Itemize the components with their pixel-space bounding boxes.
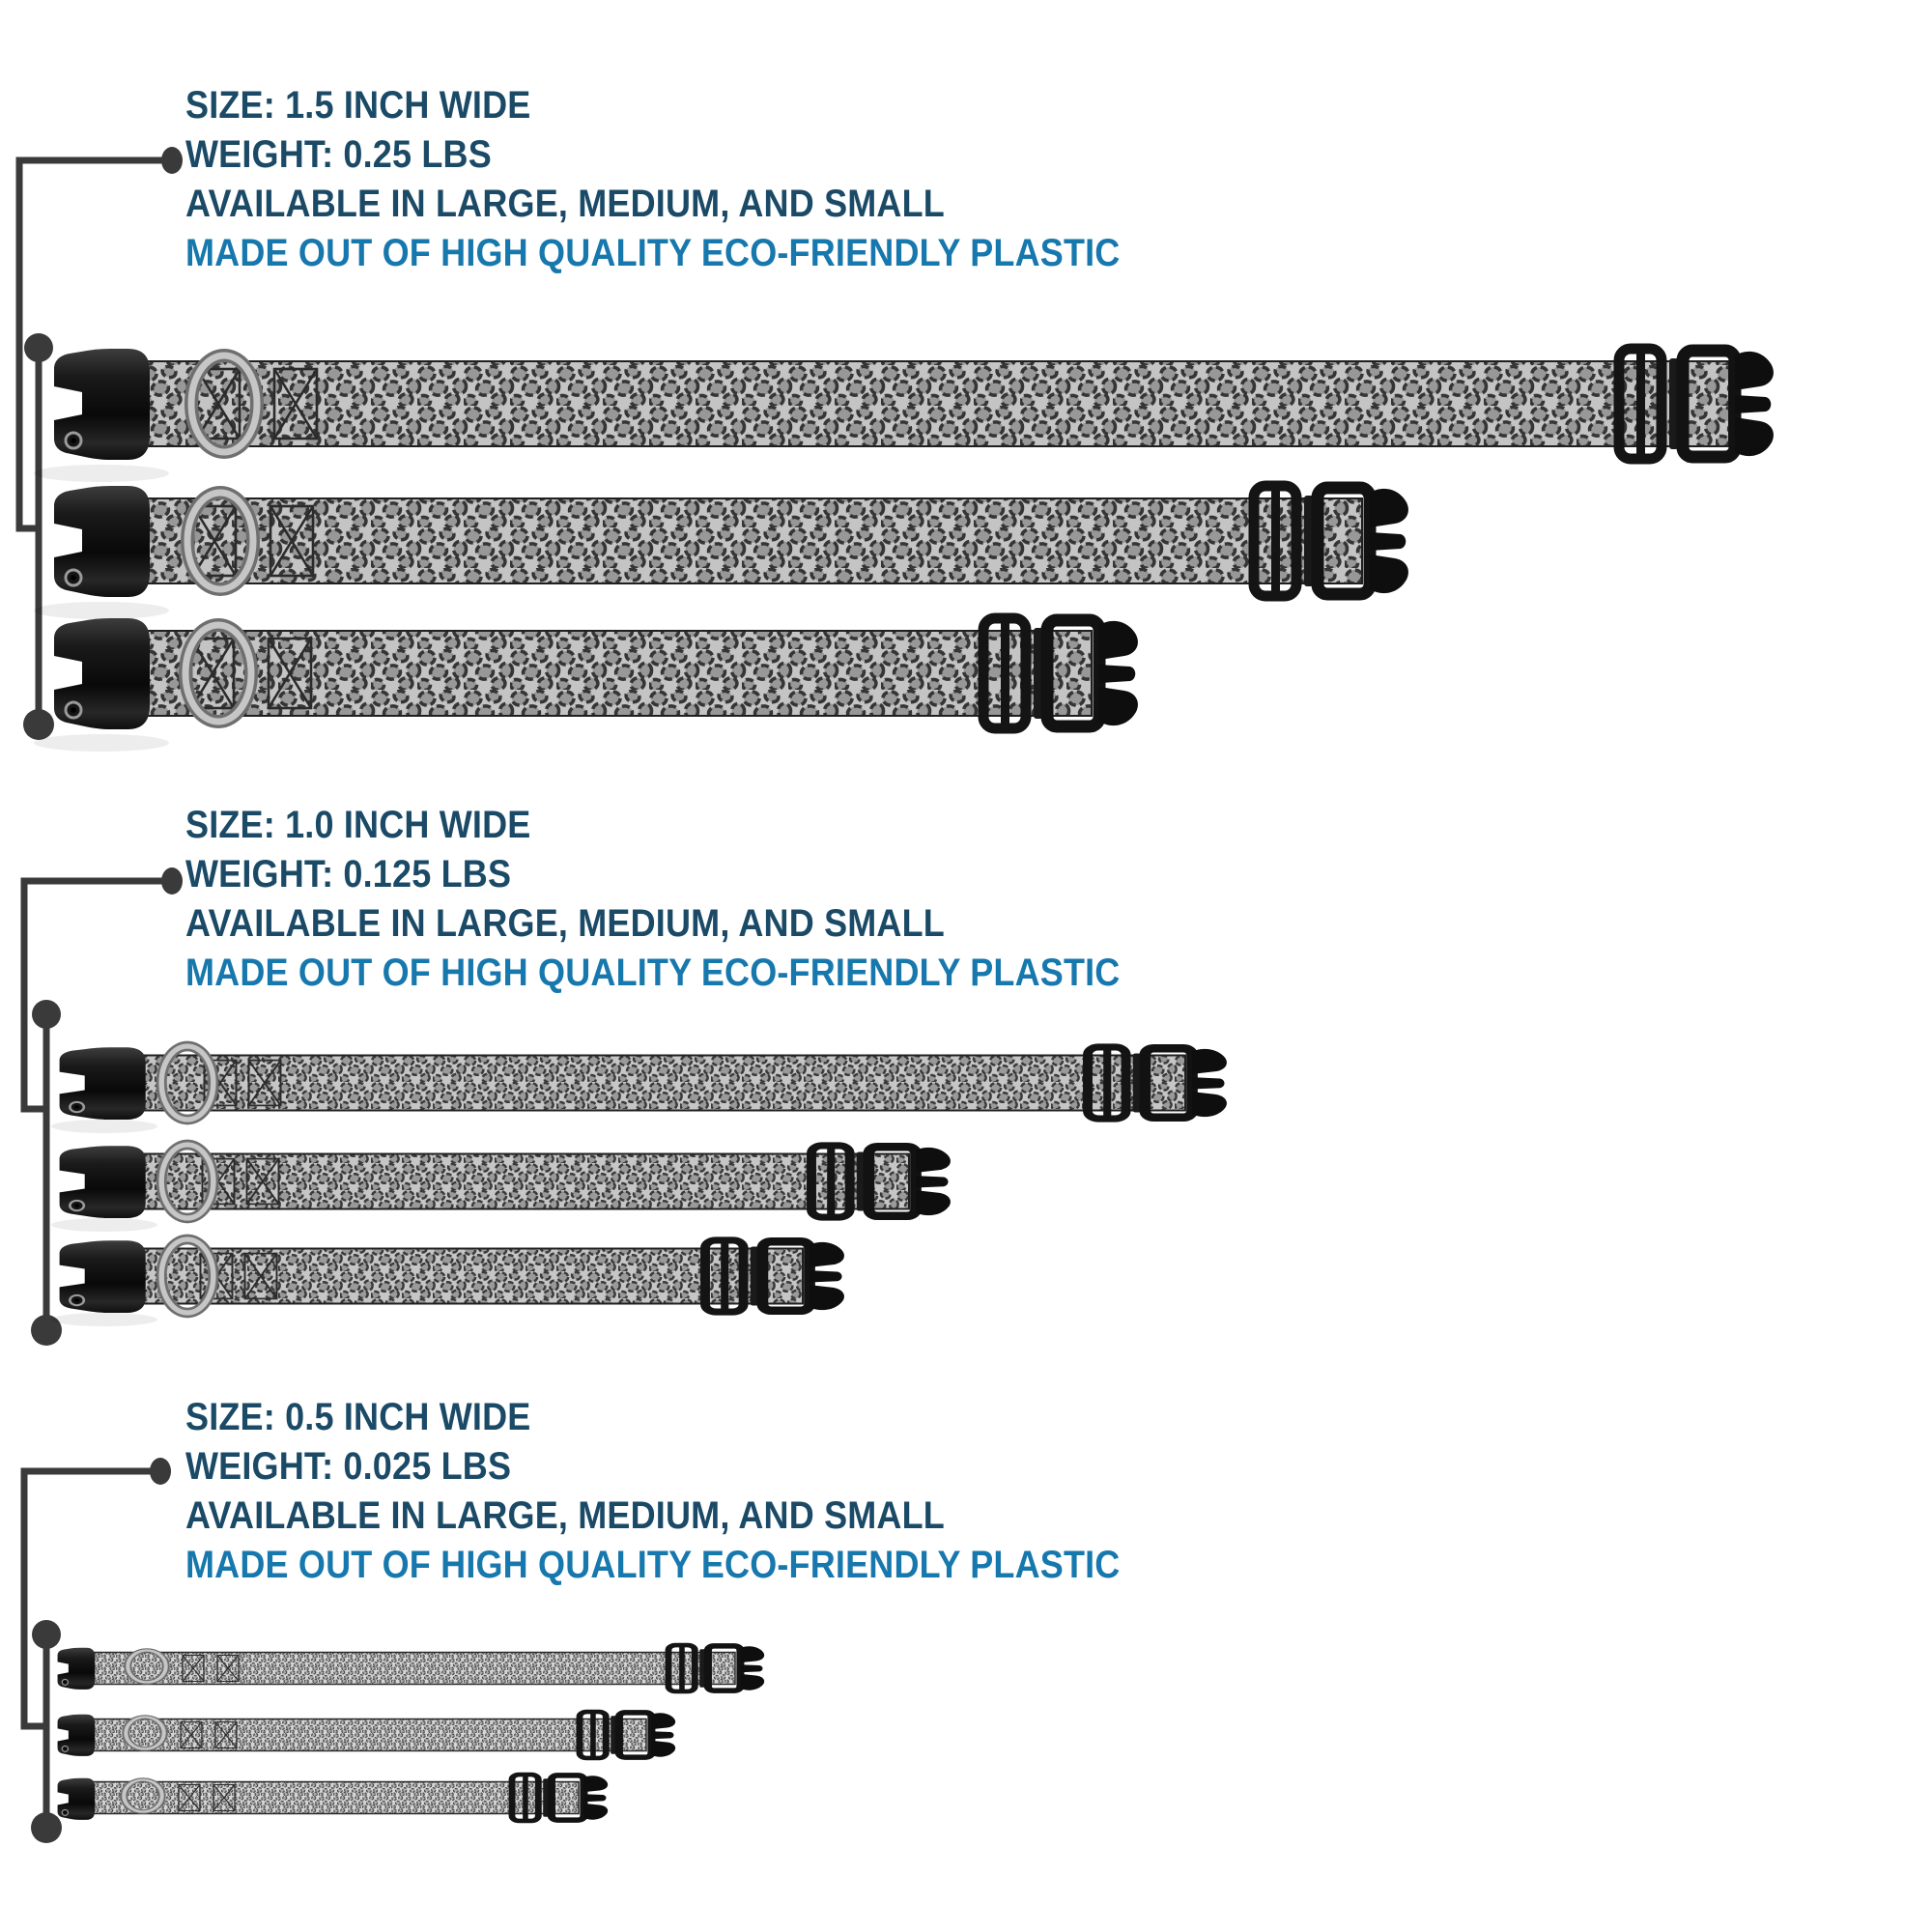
collar-strap [104,1056,1185,1111]
callout-dot [31,1812,62,1843]
collar-strap [108,498,1362,583]
callout-dot [24,333,53,362]
collar-1-5in-small [34,618,1138,752]
weight-spec: WEIGHT: 0.125 LBS [185,853,512,895]
callout-dot [23,709,54,740]
female-buckle [54,349,150,460]
spec-block-1-0in [185,801,1224,998]
size-spec: SIZE: 1.5 INCH WIDE [185,84,531,127]
weight-spec: WEIGHT: 0.025 LBS [185,1445,512,1488]
callout-dot [32,1620,61,1649]
spec-block-1-5in [185,81,1224,278]
collar-1-0in-large [51,1046,1227,1133]
female-buckle [58,1648,96,1690]
collar-1-0in-small [51,1239,844,1326]
weight-spec: WEIGHT: 0.25 LBS [185,133,492,176]
material-spec: MADE OUT OF HIGH QUALITY ECO-FRIENDLY PLASTIC [185,232,1121,274]
availability-spec: AVAILABLE IN LARGE, MEDIUM, AND SMALL [185,183,945,225]
spec-block-0-5in [185,1393,1224,1590]
availability-spec: AVAILABLE IN LARGE, MEDIUM, AND SMALL [185,902,945,945]
collar-0-5in-small [58,1775,609,1821]
availability-spec: AVAILABLE IN LARGE, MEDIUM, AND SMALL [185,1494,945,1537]
collar-1-5in-large [34,349,1774,482]
collar-strap [108,361,1729,446]
callout-dot [161,147,183,174]
female-buckle [58,1715,96,1756]
callout-dot [161,867,183,895]
female-buckle [60,1146,146,1218]
female-buckle [60,1047,146,1120]
collar-strap [104,1154,909,1209]
female-buckle [58,1778,96,1820]
material-spec: MADE OUT OF HIGH QUALITY ECO-FRIENDLY PLASTIC [185,952,1121,994]
callout-dot [150,1458,171,1485]
female-buckle [54,618,150,729]
size-spec: SIZE: 1.0 INCH WIDE [185,804,531,846]
female-buckle [60,1240,146,1313]
callout-dot [32,1000,61,1029]
collar-0-5in-medium [58,1712,676,1758]
collar-1-0in-medium [51,1145,951,1232]
material-spec: MADE OUT OF HIGH QUALITY ECO-FRIENDLY PLASTIC [185,1544,1121,1586]
female-buckle [54,486,150,597]
collar-0-5in-large [58,1645,765,1691]
collar-strap [79,1653,735,1685]
collar-1-5in-medium [34,486,1408,619]
size-spec: SIZE: 0.5 INCH WIDE [185,1396,531,1438]
